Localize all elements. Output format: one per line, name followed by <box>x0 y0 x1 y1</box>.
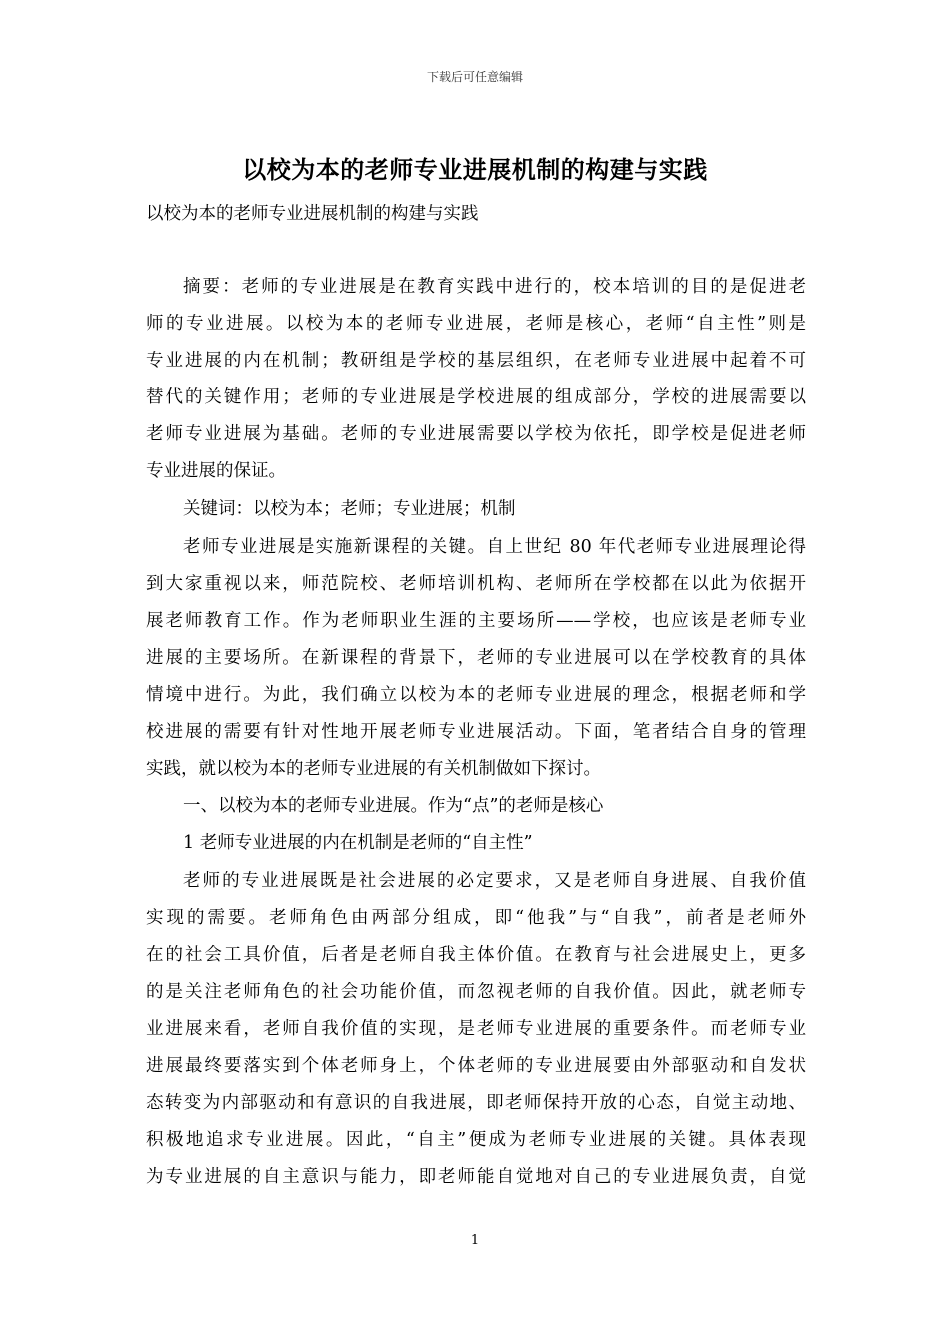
body-line: 实现的需要。老师角色由两部分组成，即“他我”与“自我”，前者是老师外 <box>146 908 806 928</box>
body-line: 展老师教育工作。作为老师职业生涯的主要场所——学校，也应该是老师专业 <box>146 611 806 631</box>
abstract-line: 老师专业进展为基础。老师的专业进展需要以学校为依托，即学校是促进老师 <box>146 424 806 444</box>
body-line: 进展的主要场所。在新课程的背景下，老师的专业进展可以在学校教育的具体 <box>146 648 806 668</box>
abstract-line: 摘要：老师的专业进展是在教育实践中进行的，校本培训的目的是促进老 <box>183 277 806 297</box>
abstract-line: 替代的关键作用；老师的专业进展是学校进展的组成部分，学校的进展需要以 <box>146 387 806 407</box>
abstract-line: 专业进展的内在机制；教研组是学校的基层组织，在老师专业进展中起着不可 <box>146 351 806 371</box>
document-title: 以校为本的老师专业进展机制的构建与实践 <box>242 155 708 184</box>
body-line: 业进展来看，老师自我价值的实现，是老师专业进展的重要条件。而老师专业 <box>146 1019 806 1039</box>
body-line: 态转变为内部驱动和有意识的自我进展，即老师保持开放的心态，自觉主动地、 <box>146 1093 806 1113</box>
abstract-line: 专业进展的保证。 <box>146 461 286 481</box>
document-subtitle: 以校为本的老师专业进展机制的构建与实践 <box>146 204 479 224</box>
body-line: 进展最终要落实到个体老师身上，个体老师的专业进展要由外部驱动和自发状 <box>146 1056 806 1076</box>
header-note: 下载后可任意编辑 <box>426 70 523 84</box>
keywords-line: 关键词：以校为本；老师；专业进展；机制 <box>183 499 516 519</box>
body-line: 校进展的需要有针对性地开展老师专业进展活动。下面，笔者结合自身的管理 <box>146 722 806 742</box>
body-line: 情境中进行。为此，我们确立以校为本的老师专业进展的理念，根据老师和学 <box>146 685 806 705</box>
abstract-line: 师的专业进展。以校为本的老师专业进展，老师是核心，老师“自主性”则是 <box>146 314 806 334</box>
body-line: 到大家重视以来，师范院校、老师培训机构、老师所在学校都在以此为依据开 <box>146 574 806 594</box>
body-line: 老师的专业进展既是社会进展的必定要求，又是老师自身进展、自我价值 <box>183 871 806 891</box>
page-number: 1 <box>470 1233 480 1248</box>
body-line: 实践，就以校为本的老师专业进展的有关机制做如下探讨。 <box>146 759 601 779</box>
subsection-heading: 1 老师专业进展的内在机制是老师的“自主性” <box>183 833 533 853</box>
body-line: 为专业进展的自主意识与能力，即老师能自觉地对自己的专业进展负责，自觉 <box>146 1167 806 1187</box>
body-line: 老师专业进展是实施新课程的关键。自上世纪 80 年代老师专业进展理论得 <box>183 537 806 557</box>
section-heading: 一、以校为本的老师专业进展。作为“点”的老师是核心 <box>183 796 604 816</box>
body-line: 的是关注老师角色的社会功能价值，而忽视老师的自我价值。因此，就老师专 <box>146 982 806 1002</box>
body-line: 积极地追求专业进展。因此，“自主”便成为老师专业进展的关键。具体表现 <box>146 1130 806 1150</box>
body-line: 在的社会工具价值，后者是老师自我主体价值。在教育与社会进展史上，更多 <box>146 945 806 965</box>
